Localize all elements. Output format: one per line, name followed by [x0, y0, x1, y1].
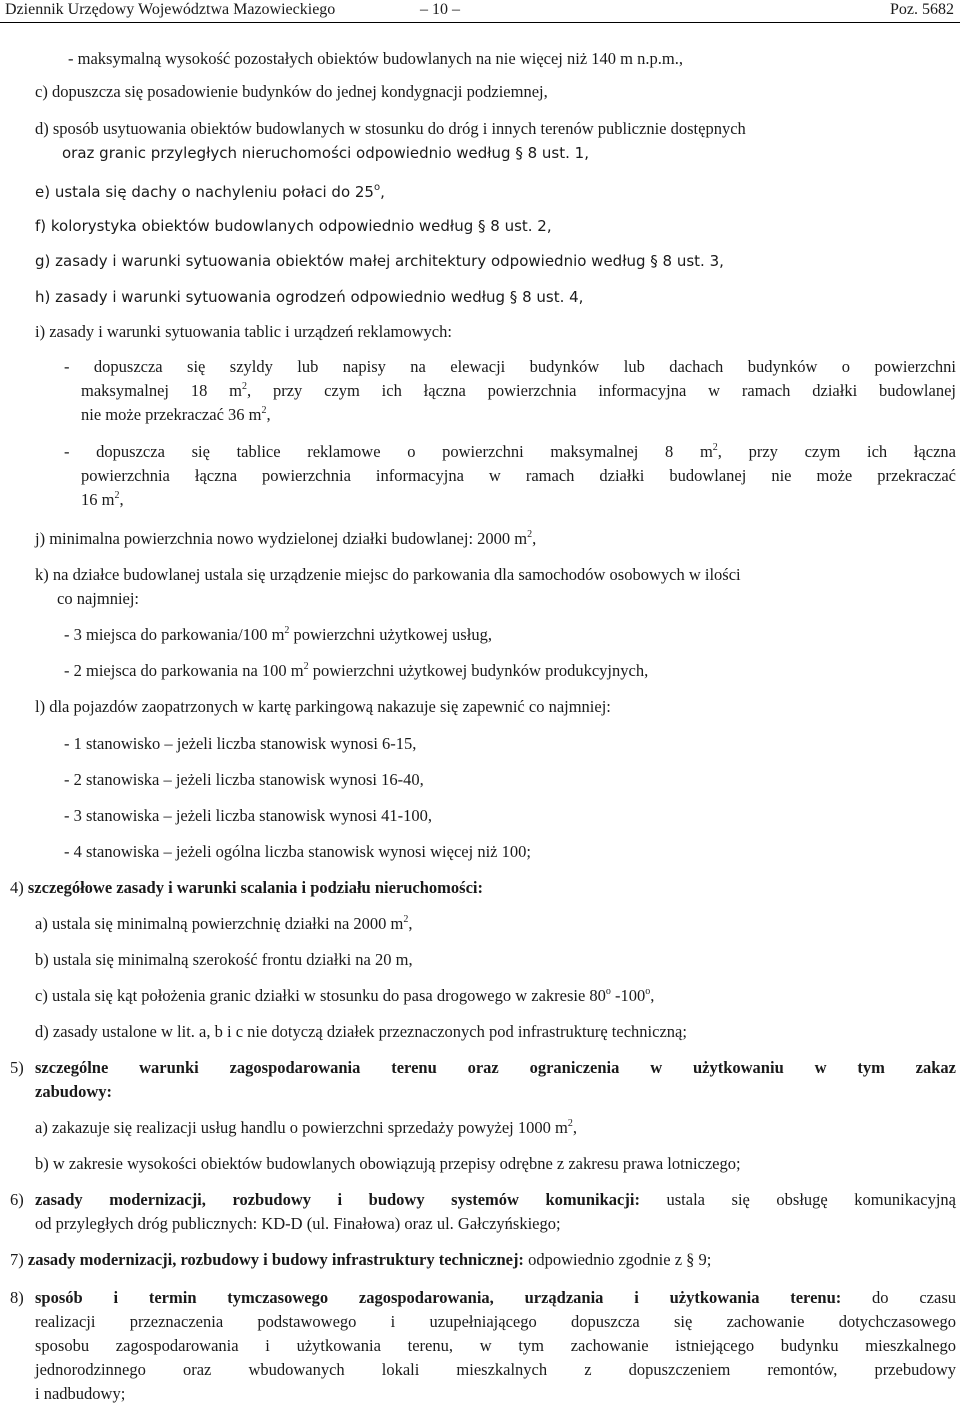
- section-5b: b) w zakresie wysokości obiektów budowlanych obowiązują przepisy odrębne z zakresu prawa lotniczego;: [35, 1154, 741, 1173]
- item-i1-line1: - dopuszcza się szyldy lub napisy na elewacji budynków lub dachach budynków o powierzchni: [64, 357, 956, 376]
- item-e: e) ustala się dachy o nachyleniu połaci do 25$^o$,: [35, 182, 385, 201]
- section-8-line4: jednorodzinnego oraz wbudowanych lokali mieszkalnych z dopuszczeniem remontów, przebudowy: [35, 1360, 956, 1379]
- section-5-number: 5): [10, 1058, 24, 1077]
- section-8-line2: realizacji przeznaczenia podstawowego i uzupełniającego dopuszcza się zachowanie dotychczasowego: [35, 1312, 956, 1331]
- section-4a: a) ustala się minimalną powierzchnię działki na 2000 $m^2$,: [35, 913, 413, 933]
- section-4c: c) ustala się kąt położenia granic działki w stosunku do pasa drogowego w zakresie 80$^o$ -100$^o$,: [35, 985, 655, 1005]
- item-d-line1: d) sposób usytuowania obiektów budowlanych w stosunku do dróg i innych terenów publicznie dostępnych: [35, 119, 746, 138]
- item-i1-line2: maksymalnej 18 $m^2$, przy czym ich łączna powierzchnia informacyjna w ramach działki budowlanej: [81, 380, 956, 400]
- section-5-title-line2: zabudowy:: [35, 1082, 113, 1101]
- section-5a: a) zakazuje się realizacji usług handlu o powierzchni sprzedaży powyżej 1000 $m^2$,: [35, 1117, 577, 1137]
- item-k2: - 2 miejsca do parkowania na 100 $m^2$ powierzchni użytkowej budynków produkcyjnych,: [64, 660, 649, 680]
- section-6-number: 6): [10, 1190, 24, 1209]
- section-6-line2: od przyległych dróg publicznych: KD-D (ul. Finałowa) oraz ul. Gałczyńskiego;: [35, 1214, 561, 1233]
- item-i2-line1: - dopuszcza się tablice reklamowe o powierzchni maksymalnej 8 $m^2$, przy czym ich łączna: [64, 441, 956, 461]
- item-l2: - 2 stanowiska – jeżeli liczba stanowisk wynosi 16-40,: [64, 770, 424, 789]
- item-c: c) dopuszcza się posadowienie budynków do jednej kondygnacji podziemnej,: [35, 82, 548, 101]
- item-l4: - 4 stanowiska – jeżeli ogólna liczba stanowisk wynosi więcej niż 100;: [64, 842, 531, 861]
- section-8-line3: sposobu zagospodarowania i użytkowania terenu, w tym zachowanie istniejącego budynku mieszkalnego: [35, 1336, 956, 1355]
- position-number: Poz. 5682: [890, 1, 954, 18]
- item-j: j) minimalna powierzchnia nowo wydzielonej działki budowlanej: 2000 $m^2$,: [35, 528, 537, 548]
- section-8-line1: sposób i termin tymczasowego zagospodarowania, urządzania i użytkowania terenu: do czasu: [35, 1288, 956, 1307]
- page-number: – 10 –: [420, 1, 460, 18]
- section-4-heading: 4) szczegółowe zasady i warunki scalania i podziału nieruchomości:: [10, 878, 483, 897]
- item-d-line2: oraz granic przyległych nieruchomości odpowiednio według § 8 ust. 1,: [62, 144, 589, 162]
- section-6-line1: zasady modernizacji, rozbudowy i budowy systemów komunikacji: ustala się obsługę komunikacyjną: [35, 1190, 956, 1209]
- item-l1: - 1 stanowisko – jeżeli liczba stanowisk wynosi 6-15,: [64, 734, 417, 753]
- page-header: [0, 0, 960, 23]
- item-g: g) zasady i warunki sytuowania obiektów małej architektury odpowiednio według § 8 ust. 3,: [35, 252, 724, 270]
- item-i: i) zasady i warunki sytuowania tablic i urządzeń reklamowych:: [35, 322, 452, 341]
- section-4b: b) ustala się minimalną szerokość frontu działki na 20 m,: [35, 950, 413, 969]
- item-f: f) kolorystyka obiektów budowlanych odpowiednio według § 8 ust. 2,: [35, 217, 552, 235]
- section-8-number: 8): [10, 1288, 24, 1307]
- item-l3: - 3 stanowiska – jeżeli liczba stanowisk wynosi 41-100,: [64, 806, 432, 825]
- item-i2-line3: 16 $m^2$,: [81, 489, 124, 509]
- item-i1-line3: nie może przekraczać 36 $m^2$,: [81, 404, 271, 424]
- section-5-title-line1: szczególne warunki zagospodarowania terenu oraz ograniczenia w użytkowaniu w tym zakaz: [35, 1058, 956, 1077]
- section-7-line: 7) zasady modernizacji, rozbudowy i budowy infrastruktury technicznej: odpowiednio zgodnie z § 9;: [10, 1250, 712, 1269]
- item-l: l) dla pojazdów zaopatrzonych w kartę parkingową nakazuje się zapewnić co najmniej:: [35, 697, 611, 716]
- item-k-line2: co najmniej:: [57, 589, 140, 608]
- section-4d: d) zasady ustalone w lit. a, b i c nie dotyczą działek przeznaczonych pod infrastrukturę techniczną;: [35, 1022, 687, 1041]
- max-height-line: - maksymalną wysokość pozostałych obiektów budowlanych na nie więcej niż 140 m n.p.m.,: [68, 49, 683, 68]
- journal-title: Dziennik Urzędowy Województwa Mazowieckiego: [5, 1, 336, 18]
- item-k1: - 3 miejsca do parkowania/100 $m^2$ powierzchni użytkowej usług,: [64, 624, 492, 644]
- item-i2-line2: powierzchnia łączna powierzchnia informacyjna w ramach działki budowlanej nie może przekraczać: [81, 466, 956, 485]
- item-k-line1: k) na działce budowlanej ustala się urządzenie miejsc do parkowania dla samochodów osobowych w ilości: [35, 565, 741, 584]
- item-h: h) zasady i warunki sytuowania ogrodzeń odpowiednio według § 8 ust. 4,: [35, 288, 584, 306]
- section-8-line5: i nadbudowy;: [35, 1384, 126, 1403]
